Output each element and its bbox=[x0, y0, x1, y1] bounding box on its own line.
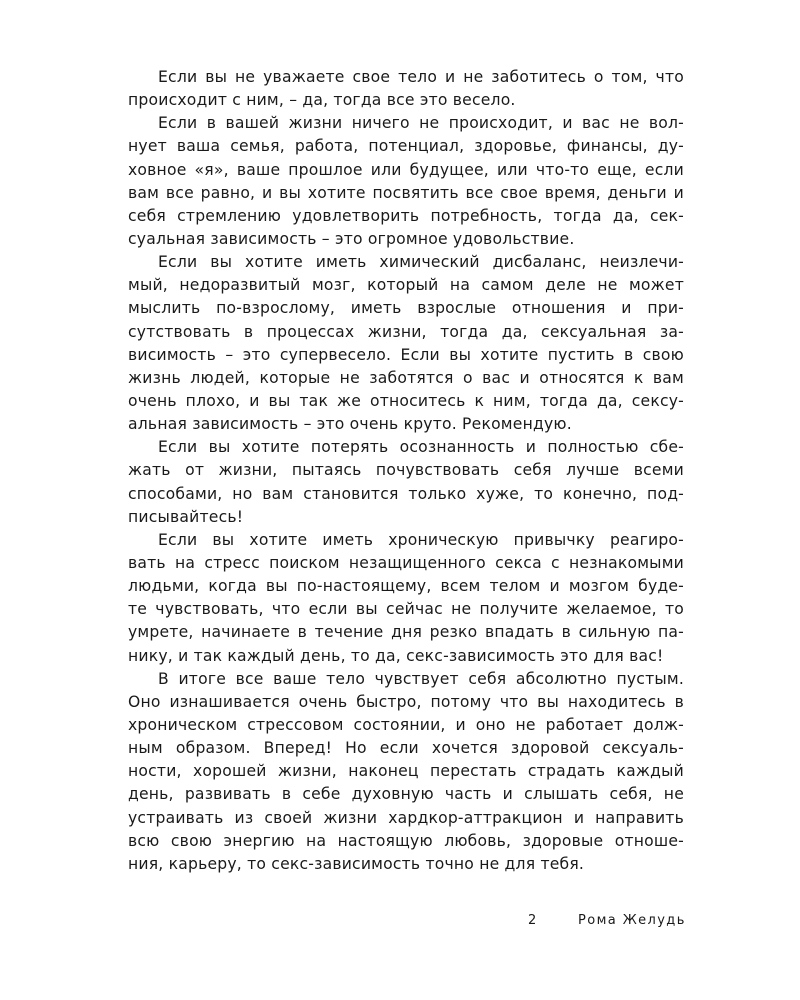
text-line: ности, хорошей жизни, наконец перестать страдать каждый bbox=[128, 762, 684, 781]
paragraph bbox=[128, 251, 684, 436]
text-line: жизнь людей, которые не заботятся о вас и относятся к вам bbox=[128, 368, 684, 387]
text-line: Оно изнашивается очень быстро, потому что вы находитесь в bbox=[128, 692, 684, 711]
page-footer bbox=[0, 911, 800, 931]
text-line: способами, но вам становится только хуже, то конечно, под- bbox=[128, 484, 684, 503]
text-line: альная зависимость – это очень круто. Рекомендую. bbox=[128, 415, 572, 434]
paragraph bbox=[128, 668, 684, 876]
text-line: те чувствовать, что если вы сейчас не получите желаемое, то bbox=[128, 600, 684, 619]
text-line: вать на стресс поиском незащищенного секса с незнакомыми bbox=[128, 553, 684, 572]
paragraph bbox=[128, 112, 684, 251]
text-line: умрете, начинаете в течение дня резко впадать в сильную па- bbox=[128, 623, 684, 642]
text-line: всю свою энергию на настоящую любовь, здоровые отноше- bbox=[128, 831, 684, 850]
text-line: хроническом стрессовом состоянии, и оно не работает долж- bbox=[128, 715, 684, 734]
text-line: висимость – это супервесело. Если вы хотите пустить в свою bbox=[128, 345, 684, 364]
body-text bbox=[128, 66, 684, 876]
text-line: ния, карьеру, то секс-зависимость точно не для тебя. bbox=[128, 854, 585, 873]
text-line: устраивать из своей жизни хардкор-аттракцион и направить bbox=[128, 808, 684, 827]
text-line: Если вы хотите потерять осознанность и полностью сбе- bbox=[158, 438, 684, 457]
text-line: Если вы не уважаете свое тело и не заботитесь о том, что bbox=[158, 68, 684, 86]
text-line: жать от жизни, пытаясь почувствовать себя лучше всеми bbox=[128, 461, 684, 480]
text-line: происходит с ним, – да, тогда все это весело. bbox=[128, 91, 516, 110]
text-line: суальная зависимость – это огромное удовольствие. bbox=[128, 229, 575, 248]
text-line: день, развивать в себе духовную часть и слышать себя, не bbox=[128, 785, 684, 804]
text-line: себя стремлению удовлетворить потребность, тогда да, сек- bbox=[128, 206, 684, 225]
text-line: нику, и так каждый день, то да, секс-зависимость это для вас! bbox=[128, 646, 664, 665]
text-line: вам все равно, и вы хотите посвятить все свое время, деньги и bbox=[128, 183, 684, 202]
text-line: ховное «я», ваше прошлое или будущее, или что-то еще, если bbox=[128, 160, 684, 179]
text-line: В итоге все ваше тело чувствует себя абсолютно пустым. bbox=[158, 669, 684, 688]
text-line: Если в вашей жизни ничего не происходит, и вас не вол- bbox=[158, 114, 684, 133]
text-line: мый, недоразвитый мозг, который на самом деле не может bbox=[128, 276, 684, 295]
page-number: 2 bbox=[528, 913, 538, 928]
running-author: Рома Желудь bbox=[578, 913, 686, 928]
text-line: Если вы хотите иметь хроническую привычку реагиро- bbox=[158, 530, 684, 549]
paragraph bbox=[128, 529, 684, 668]
paragraph bbox=[128, 436, 684, 529]
text-line: сутствовать в процессах жизни, тогда да, сексуальная за- bbox=[128, 322, 684, 341]
text-line: Если вы хотите иметь химический дисбаланс, неизлечи- bbox=[158, 253, 684, 272]
text-line: нует ваша семья, работа, потенциал, здоровье, финансы, ду- bbox=[128, 137, 684, 156]
text-line: мыслить по-взрослому, иметь взрослые отношения и при- bbox=[128, 299, 684, 318]
text-line: очень плохо, и вы так же относитесь к ним, тогда да, сексу- bbox=[128, 391, 684, 410]
text-line: ным образом. Вперед! Но если хочется здоровой сексуаль- bbox=[128, 739, 684, 758]
text-line: людьми, когда вы по-настоящему, всем телом и мозгом буде- bbox=[128, 577, 684, 596]
paragraph bbox=[128, 66, 684, 112]
text-line: писывайтесь! bbox=[128, 507, 244, 526]
